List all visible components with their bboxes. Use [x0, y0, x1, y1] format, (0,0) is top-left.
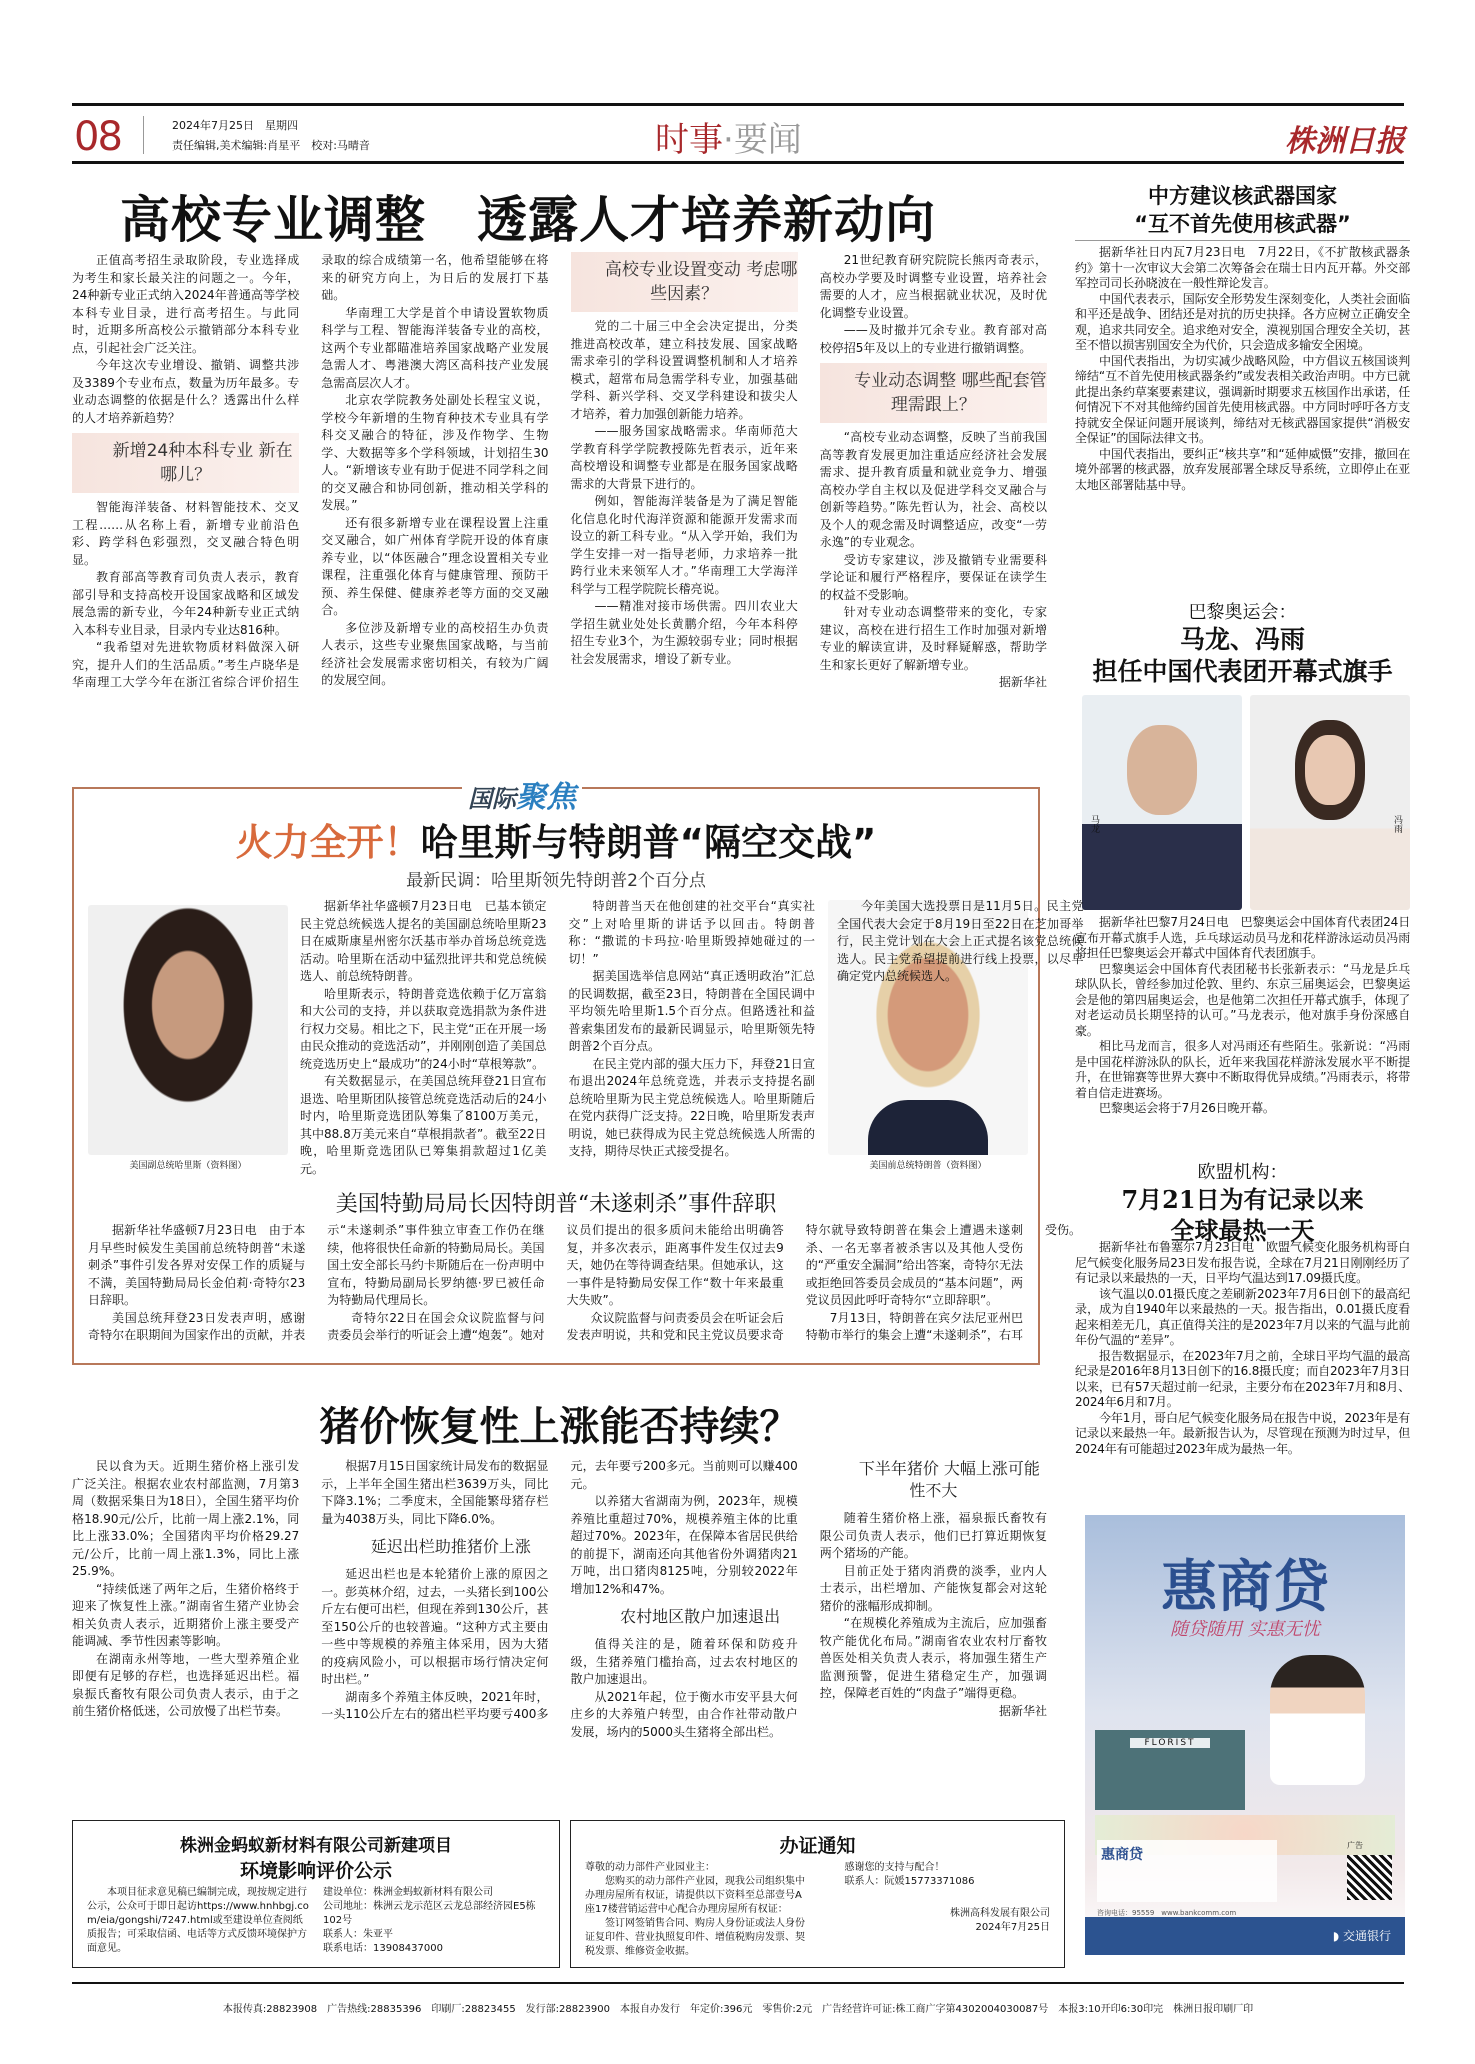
editors: 责任编辑,美术编辑:肖星平 校对:马晴音	[172, 139, 370, 152]
paragraph: 美国总统拜登23日发表声明，感谢奇特尔在职期间为国家作出的贡献，并表示“未遂刺杀”事件独立审查工作仍在继续，他将很快任命新的特勤局局长。美国国土安全部长马约卡斯随后在一份声明中宣布，特勤局副局长罗纳德·罗已被任命为特勤局代理局长。	[88, 1223, 545, 1342]
shop-awning	[1095, 1730, 1245, 1810]
nuclear-headline	[1075, 182, 1410, 238]
subheading: 专业动态调整 哪些配套管理需跟上？	[820, 363, 1047, 423]
photo-label: 冯雨	[1392, 815, 1402, 833]
environment-notice-ad	[72, 1820, 560, 1968]
footer-imprint: 本报传真:28823908 广告热线:28835396 印刷厂:28823455 发行部:28823900 本报自办发行 年定价:396元 零售价:2元 广告经营许可证:株工商广字第4302004030087号 本报3:10开印6:30印完 株洲日报印刷厂印	[222, 2004, 1254, 2015]
banner-a: 国际	[468, 785, 516, 813]
notice-greeting: 尊敬的动力部件产业园业主：	[585, 1862, 715, 1873]
edu-article-body	[72, 252, 1047, 757]
paragraph: 目前正处于猪肉消费的淡季，业内人士表示，出栏增加、产能恢复都会对这轮猪价的涨幅形成抑制。	[819, 1563, 1047, 1613]
env-title-2: 环境影响评价公示	[239, 1860, 392, 1882]
notice-thanks: 感谢您的支持与配合！	[844, 1862, 945, 1873]
eu-kicker: 欧盟机构：	[1197, 1162, 1288, 1183]
paragraph: 中国代表指出，为切实减少战略风险，中方倡议五核国谈判缔结“互不首先使用核武器条约”或发表相关政治声明。中方已就此提出条约草案要素建议，强调新时期要求五核国作出承诺，任何情况下不对其他缔约国首先使用核武器。中方同时呼吁各方支持就安全保证问题开展谈判，缔结对无核武器国家提供“消极安全保证”的国际法律文书。	[1075, 353, 1410, 445]
paragraph: 在民主党内部的强大压力下，拜登21日宣布退出2024年总统竞选，并表示支持提名副总统哈里斯为民主党总统候选人。哈里斯随后在党内获得广泛支持。22日晚，哈里斯发表声明说，她已获得成为民主党总统候选人所需的支持，期待尽快正式接受提名。	[568, 1056, 815, 1158]
paragraph: 据美国选举信息网站“真正透明政治”汇总的民调数据，截至23日，特朗普在全国民调中平均领先哈里斯1.5个百分点。但路透社和益普索集团发布的最新民调显示，哈里斯领先特朗普2个百分点。	[568, 969, 815, 1053]
section-sep: ·	[723, 120, 734, 160]
paragraph: 党的二十届三中全会决定提出，分类推进高校改革，建立科技发展、国家战略需求牵引的学科设置调整机制和人才培养模式，超常布局急需学科专业，加强基础学科、新兴学科、交叉学科建设和拔尖人才培养，着力加强创新能力培养。	[570, 319, 798, 421]
notice-body-2: 签订网签销售合同、购房人身份证或法人身份证复印件、营业执照复印件、增值税购房发票、契税发票、维修资金收据。	[585, 1918, 805, 1957]
paragraph: 智能海洋装备、材料智能技术、交叉工程……从名称上看，新增专业前沿色彩、跨学科色彩强烈，交叉融合特色明显。	[72, 500, 300, 567]
paragraph: 针对专业动态调整带来的变化，专家建议，高校在进行招生工作时加强对新增专业的解读宣讲，及时释疑解惑，帮助学生和家长更好了解新增专业。	[819, 605, 1047, 672]
paris-article-body	[1075, 915, 1410, 1117]
notice-company: 株洲高科发展有限公司	[950, 1908, 1050, 1919]
bank-advertisement[interactable]	[1085, 1515, 1405, 1955]
paragraph: 随着生猪价格上涨，福泉振氏畜牧有限公司负责人表示，他们已打算近期恢复两个猪场的产能。	[819, 1511, 1047, 1560]
subheading: 农村地区散户加速退出	[620, 1607, 781, 1626]
notice-date: 2024年7月25日	[975, 1922, 1050, 1933]
photo-label: 马龙	[1089, 815, 1099, 833]
env-contact	[323, 1886, 545, 1956]
nuclear-title-2: “互不首先使用核武器”	[1134, 212, 1351, 236]
face-shape	[1127, 725, 1197, 815]
paragraph: 还有很多新增专业在课程设置上注重交叉融合，如广州体育学院开设的体育康养专业，以“体医融合”理念设置相关专业课程，注重强化体育与健康管理、预防干预、养生保健、健康养老等方面的交叉融合。	[321, 515, 549, 617]
certificate-notice-ad	[570, 1820, 1065, 1968]
paragraph: 巴黎奥运会将于7月26日晚开幕。	[1099, 1101, 1275, 1115]
secret-service-article-body	[88, 1222, 1082, 1360]
env-body: 本项目征求意见稿已编制完成，现按规定进行公示，公众可于即日起访https://www.hnhbgj.com/eia/gongshi/7247.html或至建设单位查阅纸质报告；可采取信函、电话等方式反馈环境保护方面意见。	[87, 1887, 309, 1954]
bank-logo: ◗ 交通银行	[1085, 1917, 1405, 1955]
ad-site[interactable]: www.bankcomm.com	[1161, 1909, 1237, 1917]
bank-name: 交通银行	[1342, 1929, 1391, 1943]
paris-kicker: 巴黎奥运会：	[1188, 602, 1297, 623]
header-bottom-rule	[72, 161, 1404, 164]
harris-caption: 美国副总统哈里斯（资料图）	[129, 1161, 247, 1171]
secret-service-headline: 美国特勤局局长因特朗普“未遂刺杀”事件辞职	[335, 1192, 777, 1217]
face-shape	[1305, 735, 1355, 805]
paragraph: ——精准对接市场供需。四川农业大学招生就业处处长黄鹏介绍，今年本科停招生专业3个，为生源较弱专业；同时根据社会发展需求，增设了新专业。	[570, 599, 798, 666]
paragraph: 值得关注的是，随着环保和防疫升级，生猪养殖门槛抬高，过去农村地区的散户加速退出。	[570, 1637, 798, 1686]
ad-brand: 惠商贷	[1161, 1555, 1329, 1620]
feng-yu-photo	[1250, 695, 1410, 910]
notice-body: 您购买的动力部件产业园，现我公司组织集中办理房屋所有权证，请提供以下资料至总部壹号A座17楼营销运营中心配合办理房屋所有权证：	[585, 1876, 805, 1915]
ad-slogan: 随贷随用 实惠无忧	[1170, 1619, 1320, 1640]
section-b: 要闻	[733, 120, 802, 160]
paragraph: 奇特尔22日在国会众议院监督与问责委员会举行的听证会上遭“炮轰”。她对议员们提出的很多质问未能给出明确答复，并多次表示，距离事件发生仅过去9天，她仍在等待调查结果。但她承认，这一事件是特勤局安保工作“数十年来最重大失败”。	[327, 1223, 784, 1342]
paragraph: ——及时撤并冗余专业。教育部对高校停招5年及以上的专业进行撤销调整。	[819, 323, 1047, 355]
ad-tag: 广告	[1347, 1841, 1363, 1850]
header-top-rule	[72, 103, 1404, 106]
paragraph: “高校专业动态调整，反映了当前我国高等教育发展更加注重适应经济社会发展需求、提升教育质量和就业竞争力、增强高校办学自主权以及促进学科交叉融合与创新等趋势。”陈先哲认为，社会、高校以及个人的观念需及时调整适应，改变“一劳永逸”的专业观念。	[819, 430, 1047, 549]
news-source: 据新华社	[998, 1703, 1047, 1718]
paragraph: 哈里斯表示，特朗普竞选依赖于亿万富翁和大公司的支持，并以获取竞选捐款为条件进行权力交易。相比之下，民主党“正在开展一场由民众推动的竞选活动”，并刚刚创造了美国总统竞选历史上“最成功”的24小时“草根筹款”。	[300, 986, 547, 1071]
section-title	[655, 112, 802, 161]
woman-figure	[1270, 1655, 1365, 1785]
headline-b: 哈里斯与特朗普“隔空交战”	[420, 821, 877, 864]
paris-title-1: 马龙、冯雨	[1179, 625, 1305, 654]
paragraph: 据新华社布鲁塞尔7月23日电 欧盟气候变化服务机构哥白尼气候变化服务局23日发布报告说，全球在7月21日刚刚经历了有记录以来最热的一天，日平均气温达到17.09摄氏度。	[1075, 1240, 1410, 1285]
ad-info-box	[1097, 1840, 1277, 1902]
issue-date: 2024年7月25日 星期四	[172, 119, 298, 132]
paragraph: 北京农学院教务处副处长程宝义说，学校今年新增的生物育种技术专业具有学科交叉融合的特征，涉及作物学、生物学、大数据等多个学科领域，计划招生30人。“新增该专业有助于促进不同学科之间的交叉融合和协同创新，推动相关学科的发展。”	[321, 393, 549, 512]
paragraph: 今年1月，哥白尼气候变化服务局在报告中说，2023年是有记录以来最热一年。最新报告认为，尽管现在预测为时过早，但2024年有可能超过2023年成为最热一年。	[1075, 1410, 1410, 1456]
banner-b: 聚焦	[516, 780, 576, 815]
paragraph: “持续低迷了两年之后，生猪价格终于迎来了恢复性上涨。”湖南省生猪产业协会相关负责人表示，近期猪价上涨主要受产能调减、季节性因素等影响。	[72, 1581, 300, 1648]
paragraph: 多位涉及新增专业的高校招生办负责人表示，这些专业聚焦国家战略，与当前经济社会发展需求密切相关，有较为广阔的发展空间。	[321, 620, 549, 687]
paragraph: 湖南多个养殖主体反映，2021年时，一头110公斤左右的猪出栏平均要亏400多元，去年要亏200多元。当前则可以赚400元。	[321, 1459, 798, 1721]
paragraph: 报告数据显示，在2023年7月之前，全球日平均气温的最高纪录是2016年8月13日创下的16.8摄氏度；而自2023年7月3日以来，已有57天超过前一纪录，主要分布在2023年7月和8月、2024年6月和7月。	[1075, 1348, 1410, 1409]
env-address: 公司地址：株洲云龙示范区云龙总部经济园E5栋102号	[323, 1901, 536, 1926]
paragraph: 有关数据显示，在美国总统拜登21日宣布退选、哈里斯团队接管总统竞选活动后的24小时内，哈里斯竞选团队筹集了8100万美元，其中88.8万美元来自“草根捐款者”。截至22日晚，哈里斯竞选团队已筹集捐款超过1亿美元。	[300, 1074, 547, 1176]
divider	[1075, 240, 1410, 241]
qr-code-icon[interactable]	[1347, 1855, 1392, 1900]
paragraph: “我希望对先进软物质材料做深入研究，提升人们的生活品质。”考生卢晓华是华南理工大学今年在浙江省综合评价招生录取的综合成绩第一名，他希望能够在将来的研究方向上，为日后的发展打下基础。	[72, 253, 549, 689]
harris-trump-headline	[72, 812, 1040, 866]
ad-box-title: 惠商贷	[1101, 1847, 1143, 1863]
paragraph: 众议院监督与问责委员会在听证会后发表声明说，共和党和民主党议员要求奇特尔就导致特朗普在集会上遭遇未遂刺杀、一名无辜者被杀害以及其他人受伤的“严重安全漏洞”给出答案，奇特尔无法或拒绝回答委员会成员的“基本问题”，两党议员因此呼吁奇特尔“立即辞职”。	[566, 1223, 1023, 1342]
paragraph: 该气温以0.01摄氏度之差刷新2023年7月6日创下的最高纪录，成为自1940年以来最热的一天。报告指出，0.01摄氏度看起来相差无几，真正值得关注的是2023年7月以来的气温与此前年份气温的“差异”。	[1075, 1286, 1410, 1347]
harris-photo	[88, 905, 288, 1155]
env-unit: 建设单位：株洲金蚂蚁新材料有限公司	[323, 1887, 493, 1898]
paragraph: 从2021年起，位于衡水市安平县大何庄乡的大养殖户转型，由合作社带动散户发展，场内的5000头生猪将全部出栏。	[570, 1689, 798, 1739]
nuclear-article-body	[1075, 245, 1410, 493]
paris-headline	[1075, 598, 1410, 688]
paragraph: 今年美国大选投票日是11月5日。民主党全国代表大会定于8月19日至22日在芝加哥举行，民主党计划在大会上正式提名该党总统候选人。民主党希望提前进行线上投票，以尽早确定党内总统候选人。	[837, 899, 1084, 983]
ma-long-photo	[1082, 695, 1242, 910]
env-title-1: 株洲金蚂蚁新材料有限公司新建项目	[180, 1836, 452, 1856]
trump-caption: 美国前总统特朗普（资料图）	[869, 1161, 987, 1171]
paragraph: 华南理工大学是首个申请设置软物质科学与工程、智能海洋装备专业的高校，这两个专业都瞄准培养国家战略产业发展急需人才、粤港澳大湾区高科技产业发展急需高层次人才。	[321, 305, 549, 390]
paragraph: ——服务国家战略需求。华南师范大学教育科学学院教授陈先哲表示，近年来高校增设和调整专业都是在服务国家战略需求的大背景下进行的。	[570, 424, 798, 491]
divider	[143, 116, 144, 154]
nuclear-title-1: 中方建议核武器国家	[1148, 184, 1337, 208]
env-phone: 联系电话：13908437000	[323, 1943, 443, 1954]
paragraph: 21世纪教育研究院院长熊丙奇表示，高校办学要及时调整专业设置，培养社会需要的人才，应当根据就业状况，及时优化调整专业设置。	[819, 253, 1047, 320]
paragraph: 根据7月15日国家统计局发布的数据显示，上半年全国生猪出栏3639万头，同比下降3.1%；二季度末，全国能繁母猪存栏量为4038万头，同比下降6.0%。	[321, 1459, 549, 1526]
paragraph: 在湖南永州等地，一些大型养殖企业即便有足够的存栏，也选择延迟出栏。福泉振氏畜牧有限公司负责人表示，由于之前生猪价格低迷，公司放慢了出栏节奏。	[72, 1651, 300, 1718]
paragraph: 据新华社华盛顿7月23日电 由于本月早些时候发生美国前总统特朗普“未遂刺杀”事件引发各界对安保工作的质疑与不满，美国特勤局局长金伯莉·奇特尔23日辞职。	[88, 1223, 306, 1307]
paragraph: 7月13日，特朗普在宾夕法尼亚州巴特勒市举行的集会上遭“未遂刺杀”，右耳受伤。	[805, 1223, 1082, 1342]
subheading: 下半年猪价 大幅上涨可能性不大	[858, 1459, 1040, 1500]
footer-rule	[72, 1982, 1404, 1984]
paragraph: 以养猪大省湖南为例，2023年，规模养殖比重超过70%，规模养殖主体的比重超过70%。2023年，在保障本省居民供给的前提下，湖南还向其他省份外调猪肉21万吨，出口猪肉8125吨，分别较2022年增加12%和47%。	[570, 1494, 798, 1596]
newspaper-logo: 株洲日报	[1285, 124, 1405, 159]
pig-price-headline: 猪价恢复性上涨能否持续？	[319, 1404, 800, 1450]
edu-headline: 高校专业调整 透露人才培养新动向	[120, 191, 936, 249]
eu-article-body	[1075, 1240, 1410, 1457]
shop-sign: FLORIST	[1130, 1738, 1210, 1748]
international-banner	[462, 772, 582, 816]
suit-shape	[868, 1100, 988, 1155]
harris-trump-subtitle: 最新民调：哈里斯领先特朗普2个百分点	[406, 871, 706, 891]
news-source: 据新华社	[998, 675, 1047, 689]
eu-title-2: 全球最热一天	[1170, 1216, 1315, 1245]
paragraph: 特朗普当天在他创建的社交平台“真实社交”上对哈里斯的讲话予以回击。特朗普称：“撒谎的卡玛拉·哈里斯毁掉她碰过的一切！”	[568, 899, 815, 966]
paragraph: 延迟出栏也是本轮猪价上涨的原因之一。彭英林介绍，过去，一头猪长到100公斤左右便可出栏，但现在养到130公斤，甚至150公斤的也较普遍。“这种方式主要由一些中等规模的养殖主体采用，因为大猪的疫病风险小，可以根据市场行情决定何时出栏。”	[321, 1567, 549, 1686]
subheading: 延迟出栏助推猪价上涨	[370, 1537, 531, 1556]
pig-price-article-body	[72, 1458, 1047, 1788]
ad-phone: 咨询电话：95559	[1097, 1909, 1155, 1917]
paragraph: 中国代表指出，要纠正“核共享”和“延伸威慑”安排，撤回在境外部署的核武器，放弃发展部署全球反导系统，立即停止在亚太地区部署陆基中导。	[1075, 446, 1410, 492]
eu-title-1: 7月21日为有记录以来	[1121, 1185, 1364, 1214]
env-contact-person: 联系人：朱亚平	[323, 1929, 393, 1940]
subheading: 高校专业设置变动 考虑哪些因素？	[571, 252, 798, 312]
paragraph: 今年这次专业增设、撤销、调整共涉及3389个专业布点，数量为历年最多。专业动态调整的依据是什么？透露出什么样的人才培养新趋势？	[72, 358, 300, 425]
paragraph: 民以食为天。近期生猪价格上涨引发广泛关注。根据农业农村部监测，7月第3周（数据采集日为18日），全国生猪平均价格18.90元/公斤，比前一周上涨2.1%，同比上涨33.0%；全国猪肉平均价格29.27元/公斤，比前一周上涨1.3%，同比上涨25.9%。	[72, 1459, 300, 1578]
paris-title-2: 担任中国代表团开幕式旗手	[1092, 657, 1393, 686]
paragraph: 例如，智能海洋装备是为了满足智能化信息化时代海洋资源和能源开发需求而设立的新工科专业。“从入学开始，我们为学生安排一对一指导老师，力求培养一批跨行业未来领军人才。”华南理工大学海洋科学与工程学院院长稽亮说。	[570, 494, 798, 596]
notice-title: 办证通知	[779, 1835, 856, 1857]
paragraph: 据新华社巴黎7月24日电 巴黎奥运会中国体育代表团24日宣布开幕式旗手人选，乒乓球运动员马龙和花样游泳运动员冯雨将担任巴黎奥运会开幕式中国体育代表团旗手。	[1075, 915, 1410, 960]
paragraph: 中国代表表示，国际安全形势发生深刻变化，人类社会面临和平还是战争、团结还是对抗的历史抉择。各方应树立正确安全观，追求共同安全。追求绝对安全，漠视别国合理安全关切，甚至不惜以损害别国安全为代价，只会造成多输安全困境。	[1075, 291, 1410, 352]
page-number: 08	[74, 114, 121, 160]
paragraph: 巴黎奥运会中国体育代表团秘书长张新表示：“马龙是乒乓球队队长，曾经参加过伦敦、里约、东京三届奥运会，巴黎奥运会是他的第四届奥运会，也是他第二次担任开幕式旗手，体现了对老运动员长期坚持的认可。”马龙表示，他对旗手身份深感自豪。	[1075, 961, 1410, 1038]
paragraph: 正值高考招生录取阶段，专业选择成为考生和家长最关注的问题之一。今年，24种新专业正式纳入2024年普通高等学校本科专业目录，进行高考招生。与此同时，近期多所高校公示撤销部分本科专业点，引起社会广泛关注。	[72, 253, 300, 355]
section-a: 时事	[655, 120, 723, 160]
paragraph: 受访专家建议，涉及撤销专业需要科学论证和履行严格程序，要保证在读学生的权益不受影响。	[819, 552, 1047, 602]
paragraph: 教育部高等教育司负责人表示，教育部引导和支持高校开设国家战略和区域发展急需的新专业，今年24种新专业正式纳入本科专业目录，目录内专业达816种。	[72, 570, 300, 637]
paragraph: 据新华社华盛顿7月23日电 已基本锁定民主党总统候选人提名的美国副总统哈里斯23日在威斯康星州密尔沃基市举办首场总统竞选活动。哈里斯在活动中猛烈批评共和党总统候选人、前总统特朗普。	[300, 899, 547, 983]
paragraph: “在规模化养殖成为主流后，应加强畜牧产能优化布局。”湖南省农业农村厅畜牧兽医处相关负责人表示，将加强生猪生产监测预警，促进生猪稳定生产，加强调控，保障老百姓的“肉盘子”端得更稳。	[819, 1616, 1047, 1700]
paragraph: 相比马龙而言，很多人对冯雨还有些陌生。张新说：“冯雨是中国花样游泳队的队长，近年来我国花样游泳发展水平不断提升，在世锦赛等世界大赛中不断取得优异成绩。”冯雨表示，将带着自信走进赛场。	[1075, 1039, 1410, 1100]
headline-a: 火力全开！	[235, 821, 421, 864]
paragraph: 据新华社日内瓦7月23日电 7月22日，《不扩散核武器条约》第十一次审议大会第二次筹备会在瑞士日内瓦开幕。外交部军控司司长孙晓波在一般性辩论发言。	[1075, 245, 1410, 290]
notice-contact: 联系人：阮媛15773371086	[844, 1876, 975, 1887]
subheading: 新增24种本科专业 新在哪儿？	[72, 433, 299, 493]
